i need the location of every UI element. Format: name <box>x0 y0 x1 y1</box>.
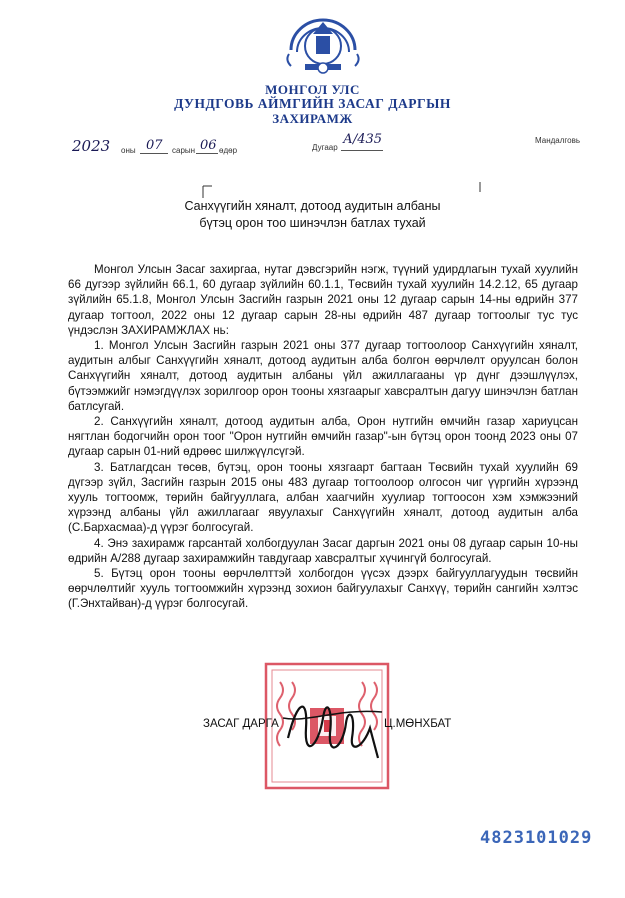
month-value: 07 <box>146 138 163 153</box>
signer-title: ЗАСАГ ДАРГА <box>203 718 279 730</box>
organization-name: ДУНДГОВЬ АЙМГИЙН ЗАСАГ ДАРГЫН <box>174 96 451 111</box>
year-value: 2023 <box>72 137 111 155</box>
document-title-line2: бүтэц орон тоо шинэчлэн батлах тухай <box>199 216 426 230</box>
document-title-line1: Санхүүгийн хяналт, дотоод аудитын албаны <box>184 199 441 213</box>
signer-name: Ц.МӨНХБАТ <box>384 718 452 730</box>
day-suffix: өдөр <box>219 146 238 155</box>
number-label: Дугаар <box>312 143 338 152</box>
serial-number: 4823101029 <box>480 828 593 848</box>
handwritten-signature <box>278 688 388 768</box>
number-line <box>341 150 383 151</box>
country-name: МОНГОЛ УЛС <box>265 82 360 97</box>
clause-1: 1. Монгол Улсын Засгийн газрын 2021 оны 377 дугаар тогтоолоор Санхүүгийн хяналт, аудитын албыг Санхүүгийн хяналт, дотоод аудитын алба болгон өөрчлөлт оруулсан болон Санхүүгийн хяналт, дотоод аудитын албаны үйл ажиллагааны үр дүнг дээшлүүлэх, бүтээмжийг нэмэгдүүлэх зорилгоор орон тооны хязгаарыг хавсралтын дагуу шинэчлэн батлан батлсугай. <box>68 339 578 413</box>
day-value: 06 <box>200 138 217 153</box>
document-type: ЗАХИРАМЖ <box>272 111 353 126</box>
clause-3: 3. Батлагдсан төсөв, бүтэц, орон тооны хязгаарт багтаан Төсвийн тухай хуулийн 69 дүгээр зүйл, Засгийн газрын 2015 оны 483 дугаар тогтоолоор олгосон чиг үүргийн хүрээнд хууль тогтоомж, төрийн байгууллага, албан хаагчийн хуулиар тогтоосон хэм хэмжээний хүрээнд албаны үйл ажиллагааг явуулахыг Санхүүгийн хяналт, дотоод аудитын алба (С.Бархасмаа)-д үүрэг болгосугай. <box>68 460 578 535</box>
day-line <box>196 153 218 154</box>
number-value: А/435 <box>343 132 383 147</box>
clause-2: 2. Санхүүгийн хяналт, дотоод аудитын алба, Орон нутгийн өмчийн газар хариуцсан нягтлан бодогчийн орон тоог "Орон нутгийн өмчийн газар"-ын бүтэц орон тоонд 2023 оны 07 дугаар сарын 01-ний өдрөөс шилжүүлсүгэй. <box>68 415 578 459</box>
state-emblem-icon <box>283 8 363 78</box>
intro-paragraph: Монгол Улсын Засаг захиргаа, нутаг дэвсгэрийн нэгж, түүний удирдлагын тухай хуулийн 66 дугээр зүйлийн 66.1, 60 дугаар зүйлийн 60.1.1, Төсвийн тухай хуулийн 14.2.12, 65 дугаар зүйлийн 65.1.8, Монгол Улсын Засгийн газрын 2021 оны 12 дугаар сарын 14-ны өдрийн 377 дугаар тогтоол, 2022 оны 12 дугаар сарын 28-ны өдрийн 487 дугаар тогтоолыг тус тус үндэслэн ЗАХИРАМЖЛАХ нь: <box>68 263 578 337</box>
year-suffix: оны <box>121 146 136 155</box>
clause-4: 4. Энэ захирамж гарсантай холбогдуулан Засаг даргын 2021 оны 08 дугаар сарын 10-ны өдрийн А/288 дугаар захирамжийн тавдугаар хавсралтыг хүчингүй болгосугай. <box>68 536 578 565</box>
document-body <box>68 262 578 612</box>
place-name: Мандалговь <box>535 136 581 145</box>
month-line <box>140 153 168 154</box>
month-suffix: сарын <box>172 146 196 155</box>
clause-5: 5. Бүтэц орон тооны өөрчлөлттэй холбогдон үүсэх дээрх байгууллагуудын төсвийн өөрчлөлтийг хууль тогтоомжийн хүрээнд зохион байгуулахыг Санхүү, төрийн сангийн хэлтэс (Г.Энхтайван)-д үүрэг болгосугай. <box>68 567 578 611</box>
